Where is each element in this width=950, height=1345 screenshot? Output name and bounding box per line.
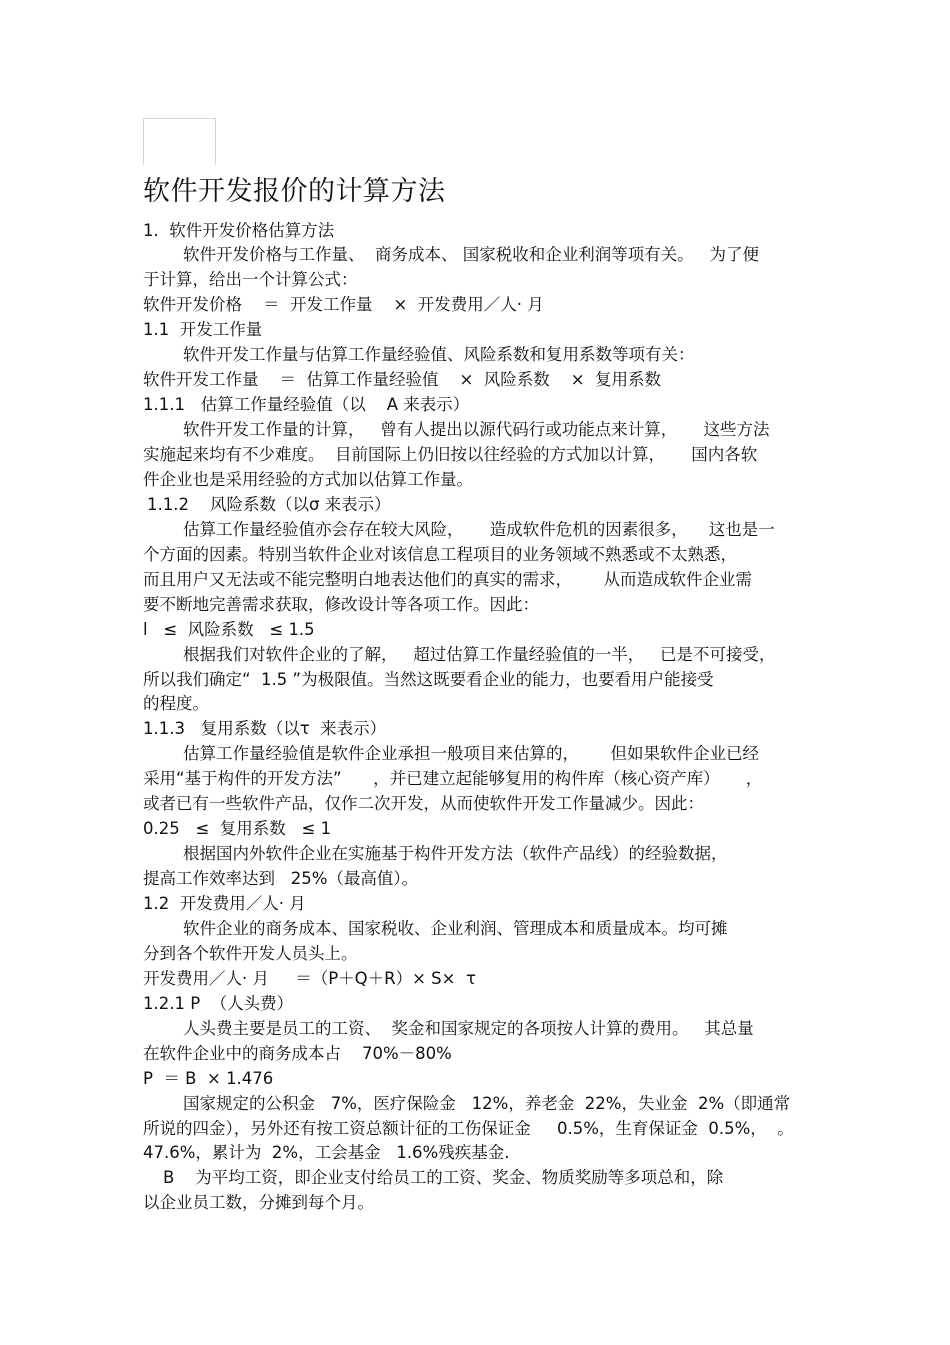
paragraph-line: 根据国内外软件企业在实施基于构件开发方法（软件产品线）的经验数据， [183, 844, 728, 863]
paragraph-line: 分到各个软件开发人员头上。 [143, 944, 358, 963]
paragraph-line: 国家规定的公积金 7%，医疗保险金 12%，养老金 22%，失业金 2%（即通常 [183, 1094, 791, 1113]
formula-line: P ＝ B × 1.476 [143, 1069, 274, 1088]
paragraph-line: 47.6%，累计为 2%，工会基金 1.6%残疾基金. [143, 1143, 510, 1162]
formula-line: 开发费用／人· 月 ＝（P＋Q＋R）× S× τ [143, 969, 476, 988]
paragraph-line: 实施起来均有不少难度。 目前国际上仍旧按以往经验的方式加以计算， 国内各软 [143, 445, 758, 464]
paragraph-line: B 为平均工资，即企业支付给员工的工资、奖金、物质奖励等多项总和，除 [163, 1168, 724, 1187]
paragraph-line: 于计算，给出一个计算公式： [143, 270, 358, 289]
section-heading: 1.1.3 复用系数（以τ 来表示） [143, 719, 387, 738]
paragraph-line: 人头费主要是员工的工资、 奖金和国家规定的各项按人计算的费用。 其总量 [183, 1019, 754, 1038]
paragraph-line: 软件开发工作量与估算工作量经验值、风险系数和复用系数等项有关： [183, 345, 695, 364]
paragraph-line: 根据我们对软件企业的了解， 超过估算工作量经验值的一半， 已是不可接受， [183, 645, 776, 664]
section-heading: 1.2 开发费用／人· 月 [143, 894, 306, 913]
paragraph-line: 软件开发工作量的计算， 曾有人提出以源代码行或功能点来计算， 这些方法 [183, 420, 770, 439]
section-heading: 1.1 开发工作量 [143, 320, 263, 339]
formula-line: 软件开发价格 ＝ 开发工作量 × 开发费用／人· 月 [143, 295, 544, 314]
paragraph-line: 在软件企业中的商务成本占 70%－80% [143, 1044, 452, 1063]
paragraph-line: 个方面的因素。特别当软件企业对该信息工程项目的业务领域不熟悉或不太熟悉， [143, 545, 737, 564]
paragraph-line: 要不断地完善需求获取，修改设计等各项工作。因此： [143, 595, 539, 614]
formula-line: 0.25 ≤ 复用系数 ≤ 1 [143, 819, 332, 838]
paragraph-line: 而且用户又无法或不能完整明白地表达他们的真实的需求， 从而造成软件企业需 [143, 570, 752, 589]
logo-placeholder [143, 118, 216, 165]
formula-line: 软件开发工作量 ＝ 估算工作量经验值 × 风险系数 × 复用系数 [143, 370, 662, 389]
section-heading: 1. 软件开发价格估算方法 [143, 221, 335, 240]
section-heading: 1.1.2 风险系数（以σ 来表示） [147, 495, 391, 514]
paragraph-line: 软件开发价格与工作量、 商务成本、 国家税收和企业利润等项有关。 为了便 [183, 245, 759, 264]
section-heading: 1.1.1 估算工作量经验值（以 A 来表示） [143, 395, 470, 414]
paragraph-line: 估算工作量经验值是软件企业承担一般项目来估算的， 但如果软件企业已经 [183, 744, 759, 763]
formula-line: l ≤ 风险系数 ≤ 1.5 [143, 620, 315, 639]
paragraph-line: 所说的四金），另外还有按工资总额计征的工伤保证金 0.5%，生育保证金 0.5%， 。 [143, 1119, 794, 1138]
paragraph-line: 以企业员工数，分摊到每个月。 [143, 1193, 374, 1212]
paragraph-line: 采用“基于构件的开发方法” ，并已建立起能够复用的构件库（核心资产库） ， [143, 769, 763, 788]
paragraph-line: 提高工作效率达到 25%（最高值）。 [143, 869, 419, 888]
paragraph-line: 软件企业的商务成本、国家税收、企业利润、管理成本和质量成本。均可摊 [183, 919, 728, 938]
paragraph-line: 或者已有一些软件产品，仅作二次开发，从而使软件开发工作量减少。因此： [143, 794, 704, 813]
section-heading: 1.2.1 P （人头费） [143, 994, 294, 1013]
paragraph-line: 的程度。 [143, 694, 209, 713]
page-title: 软件开发报价的计算方法 [143, 176, 446, 207]
paragraph-line: 件企业也是采用经验的方式加以估算工作量。 [143, 470, 473, 489]
paragraph-line: 估算工作量经验值亦会存在较大风险， 造成软件危机的因素很多， 这也是一 [183, 520, 775, 539]
paragraph-line: 所以我们确定“ 1.5 ”为极限值。当然这既要看企业的能力，也要看用户能接受 [143, 670, 714, 689]
